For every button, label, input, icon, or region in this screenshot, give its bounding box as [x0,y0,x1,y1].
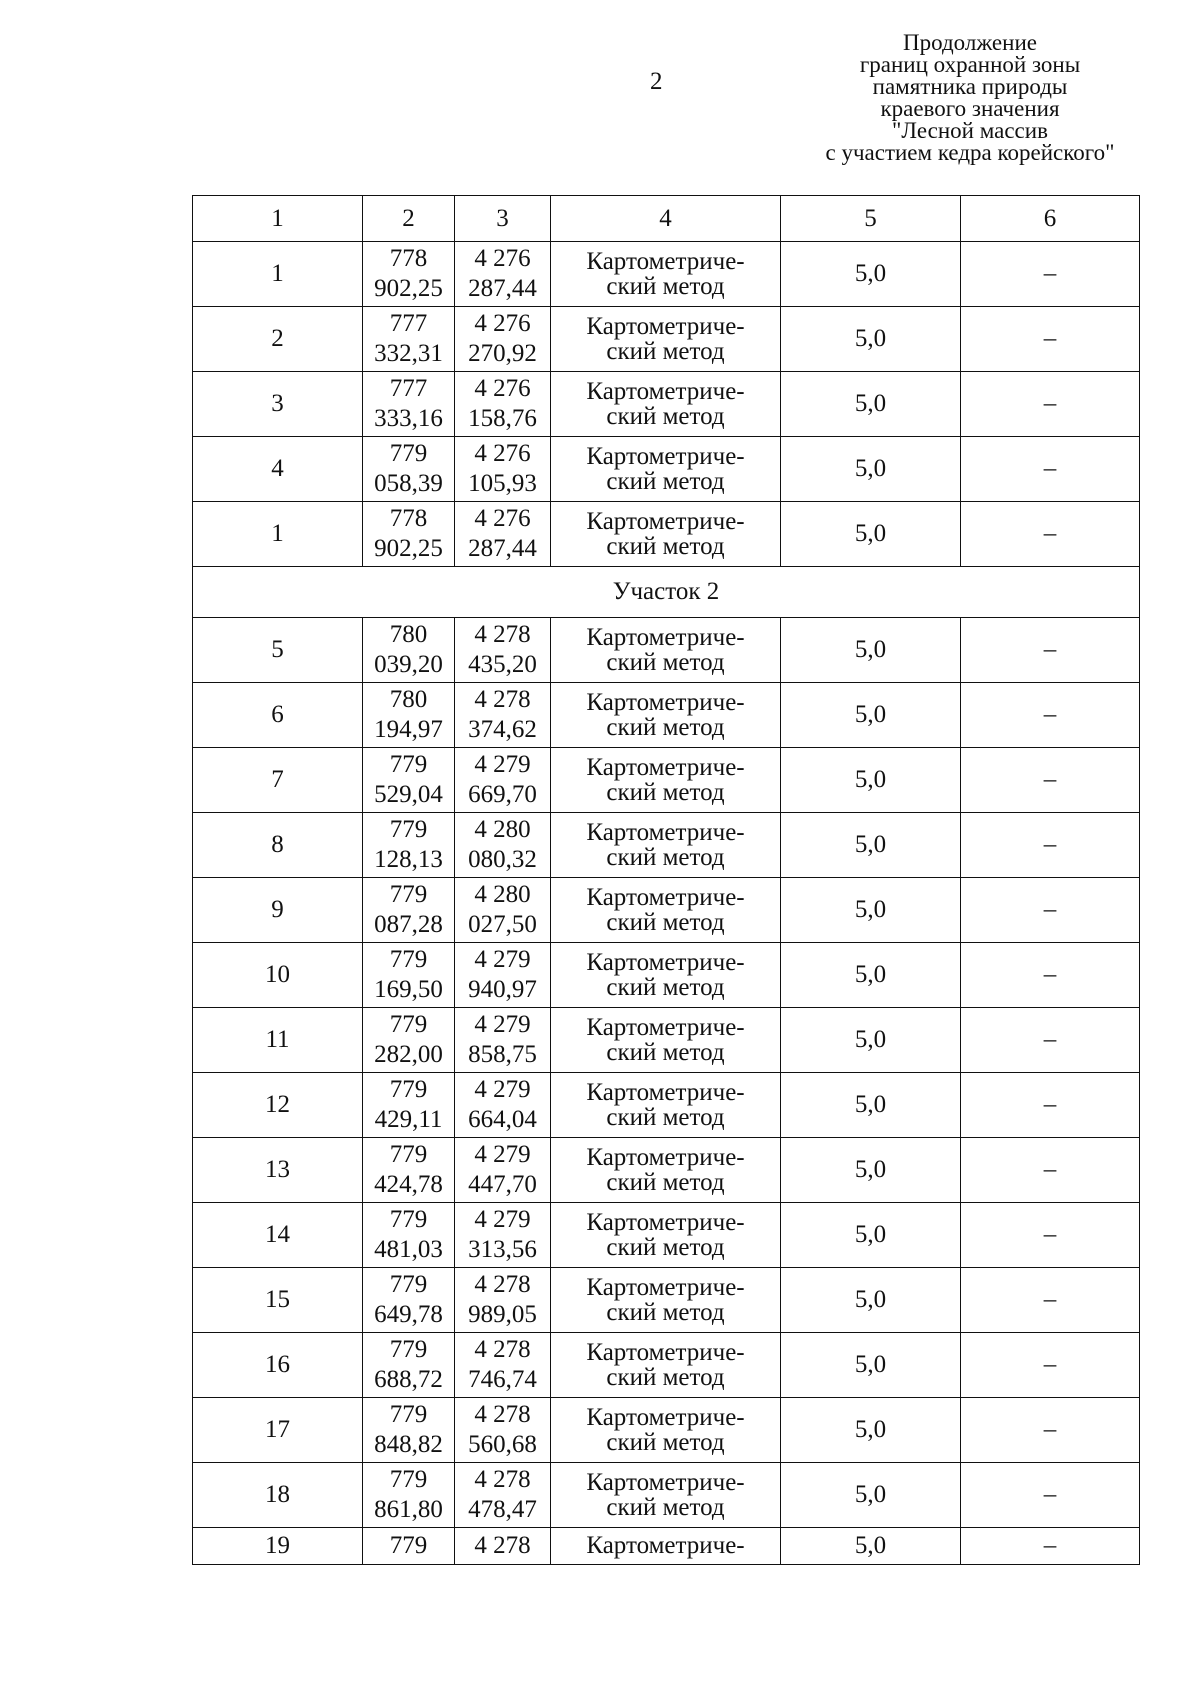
table-row [193,618,1140,683]
y-coordinate-part: 4 276 [474,440,531,467]
y-coordinate-part: 989,05 [468,1301,537,1328]
x-coordinate [363,748,455,813]
point-number: 12 [193,1073,363,1138]
heading-line: границ охранной зоны [859,52,1081,77]
x-coordinate-part: 481,03 [374,1236,443,1263]
table-row [193,372,1140,437]
note: – [961,683,1140,748]
table-row [193,683,1140,748]
note: – [961,618,1140,683]
y-coordinate [455,748,551,813]
method-line: ский метод [606,779,725,806]
method-line: Картометриче- [586,754,745,781]
x-coordinate-part: 128,13 [374,846,443,873]
y-coordinate-part: 4 279 [474,1141,531,1168]
method [551,1268,781,1333]
accuracy: 5,0 [781,502,961,567]
point-number: 11 [193,1008,363,1073]
x-coordinate-part: 778 [389,245,428,272]
method [551,307,781,372]
method-line: Картометриче- [586,1079,745,1106]
heading-line: краевого значения [880,96,1060,121]
accuracy: 5,0 [781,1268,961,1333]
method-line: Картометриче- [586,248,745,275]
point-number: 5 [193,618,363,683]
x-coordinate-part: 039,20 [374,651,443,678]
y-coordinate [455,437,551,502]
method-line: ский метод [606,468,725,495]
x-coordinate-part: 902,25 [374,275,443,302]
x-coordinate-part: 780 [389,686,428,713]
x-coordinate-part: 779 [389,1336,428,1363]
x-coordinate [363,1073,455,1138]
x-coordinate [363,1268,455,1333]
x-coordinate [363,943,455,1008]
x-coordinate-part: 779 [389,751,428,778]
y-coordinate [455,372,551,437]
method-line: ский метод [606,533,725,560]
method-line: Картометриче- [586,1404,745,1431]
method [551,618,781,683]
method-line: Картометриче- [586,1274,745,1301]
x-coordinate-part: 778 [389,505,428,532]
y-coordinate-part: 080,32 [468,846,537,873]
method-line: ский метод [606,338,725,365]
x-coordinate-part: 848,82 [374,1431,443,1458]
accuracy: 5,0 [781,307,961,372]
x-coordinate [363,242,455,307]
y-coordinate-part: 313,56 [468,1236,537,1263]
x-coordinate-part: 902,25 [374,535,443,562]
x-coordinate-part: 332,31 [374,340,443,367]
method-line: ский метод [606,1494,725,1521]
table-row [193,1073,1140,1138]
y-coordinate-part: 105,93 [468,470,537,497]
method-line: ский метод [606,649,725,676]
y-coordinate-part: 435,20 [468,651,537,678]
table-body [193,196,1140,1565]
table-row [193,1398,1140,1463]
method-line: Картометриче- [586,624,745,651]
section-row [193,567,1140,618]
accuracy: 5,0 [781,943,961,1008]
y-coordinate-part: 374,62 [468,716,537,743]
method [551,878,781,943]
x-coordinate [363,1333,455,1398]
x-coordinate-part: 529,04 [374,781,443,808]
point-number: 9 [193,878,363,943]
x-coordinate-part: 649,78 [374,1301,443,1328]
point-number: 8 [193,813,363,878]
method-line: Картометриче- [586,1209,745,1236]
note: – [961,1528,1140,1565]
y-coordinate-part: 4 280 [474,881,531,908]
x-coordinate [363,683,455,748]
y-coordinate [455,1333,551,1398]
table-row [193,1333,1140,1398]
point-number: 2 [193,307,363,372]
column-header: 1 [193,196,363,242]
note: – [961,307,1140,372]
y-coordinate [455,1073,551,1138]
column-header: 4 [551,196,781,242]
method-line: ский метод [606,1234,725,1261]
y-coordinate-part: 746,74 [468,1366,537,1393]
y-coordinate [455,502,551,567]
x-coordinate-part: 779 [389,1401,428,1428]
method-line: Картометриче- [586,378,745,405]
x-coordinate [363,307,455,372]
y-coordinate-part: 4 278 [474,1401,531,1428]
method-line: ский метод [606,844,725,871]
y-coordinate [455,1203,551,1268]
accuracy: 5,0 [781,1398,961,1463]
y-coordinate-part: 270,92 [468,340,537,367]
method: Картометриче- [551,1528,781,1565]
method-line: ский метод [606,1104,725,1131]
column-header: 6 [961,196,1140,242]
y-coordinate-part: 4 276 [474,310,531,337]
y-coordinate-part: 669,70 [468,781,537,808]
x-coordinate-part: 169,50 [374,976,443,1003]
x-coordinate [363,813,455,878]
y-coordinate [455,878,551,943]
accuracy: 5,0 [781,683,961,748]
method-line: Картометриче- [586,1014,745,1041]
note: – [961,1398,1140,1463]
method-line: Картометриче- [586,1339,745,1366]
x-coordinate-part: 429,11 [374,1106,443,1133]
y-coordinate-part: 447,70 [468,1171,537,1198]
y-coordinate-part: 4 276 [474,505,531,532]
x-coordinate [363,1008,455,1073]
point-number: 19 [193,1528,363,1565]
y-coordinate-part: 940,97 [468,976,537,1003]
method [551,683,781,748]
x-coordinate [363,1463,455,1528]
x-coordinate [363,618,455,683]
x-coordinate-part: 058,39 [374,470,443,497]
note: – [961,943,1140,1008]
method [551,502,781,567]
method [551,1138,781,1203]
x-coordinate-part: 779 [389,816,428,843]
table-header-row [193,196,1140,242]
point-number: 17 [193,1398,363,1463]
y-coordinate [455,943,551,1008]
y-coordinate [455,1008,551,1073]
y-coordinate-part: 4 278 [474,1336,531,1363]
method-line: ский метод [606,403,725,430]
method-line: Картометриче- [586,1144,745,1171]
accuracy: 5,0 [781,242,961,307]
heading-line: с участием кедра корейского" [825,140,1115,165]
x-coordinate-part: 779 [389,1466,428,1493]
y-coordinate [455,1138,551,1203]
accuracy: 5,0 [781,1528,961,1565]
note: – [961,437,1140,502]
point-number: 13 [193,1138,363,1203]
accuracy: 5,0 [781,1138,961,1203]
y-coordinate-part: 4 279 [474,1206,531,1233]
x-coordinate [363,1203,455,1268]
x-coordinate-part: 779 [389,1076,428,1103]
table-row [193,437,1140,502]
point-number: 1 [193,502,363,567]
method [551,1008,781,1073]
note: – [961,1073,1140,1138]
note: – [961,502,1140,567]
accuracy: 5,0 [781,748,961,813]
y-coordinate-part: 4 276 [474,375,531,402]
table-row [193,502,1140,567]
y-coordinate [455,813,551,878]
x-coordinate-part: 777 [389,310,428,337]
accuracy: 5,0 [781,1333,961,1398]
note: – [961,1203,1140,1268]
y-coordinate [455,242,551,307]
note: – [961,1333,1140,1398]
x-coordinate-part: 282,00 [374,1041,443,1068]
y-coordinate [455,307,551,372]
method [551,1073,781,1138]
y-coordinate-part: 4 280 [474,816,531,843]
x-coordinate-part: 333,16 [374,405,443,432]
y-coordinate-part: 027,50 [468,911,537,938]
method-line: ский метод [606,909,725,936]
method [551,372,781,437]
y-coordinate-part: 287,44 [468,275,537,302]
column-header: 3 [455,196,551,242]
point-number: 15 [193,1268,363,1333]
method-line: Картометриче- [586,689,745,716]
note: – [961,878,1140,943]
table-row [193,1268,1140,1333]
y-coordinate-part: 4 279 [474,946,531,973]
method-line: ский метод [606,1169,725,1196]
x-coordinate-part: 779 [389,1271,428,1298]
method [551,242,781,307]
method [551,437,781,502]
y-coordinate [455,1268,551,1333]
x-coordinate-part: 779 [389,1206,428,1233]
table-row [193,748,1140,813]
method-line: Картометриче- [586,949,745,976]
method-line: Картометриче- [586,1469,745,1496]
accuracy: 5,0 [781,878,961,943]
accuracy: 5,0 [781,1008,961,1073]
x-coordinate-part: 087,28 [374,911,443,938]
table-row [193,813,1140,878]
table-row [193,242,1140,307]
table-row [193,307,1140,372]
y-coordinate [455,1398,551,1463]
y-coordinate-part: 858,75 [468,1041,537,1068]
heading-line: памятника природы [872,74,1068,99]
y-coordinate-part: 4 279 [474,1011,531,1038]
method-line: ский метод [606,1429,725,1456]
x-coordinate-part: 194,97 [374,716,443,743]
heading-line: Продолжение [903,30,1037,55]
x-coordinate-part: 779 [389,1141,428,1168]
y-coordinate-part: 4 279 [474,1076,531,1103]
accuracy: 5,0 [781,813,961,878]
x-coordinate-part: 779 [389,946,428,973]
x-coordinate [363,502,455,567]
point-number: 10 [193,943,363,1008]
method-line: ский метод [606,1039,725,1066]
table-row [193,1203,1140,1268]
x-coordinate [363,372,455,437]
x-coordinate [363,1398,455,1463]
method-line: Картометриче- [586,884,745,911]
y-coordinate-part: 478,47 [468,1496,537,1523]
note: – [961,813,1140,878]
continuation-heading [810,32,1130,164]
point-number: 1 [193,242,363,307]
table-row [193,1138,1140,1203]
method-line: ский метод [606,1364,725,1391]
y-coordinate-part: 4 278 [474,1271,531,1298]
accuracy: 5,0 [781,437,961,502]
page-number: 2 [650,68,663,95]
x-coordinate-part: 688,72 [374,1366,443,1393]
x-coordinate-part: 424,78 [374,1171,443,1198]
note: – [961,372,1140,437]
accuracy: 5,0 [781,372,961,437]
y-coordinate [455,1463,551,1528]
x-coordinate [363,437,455,502]
y-coordinate-part: 4 278 [474,686,531,713]
accuracy: 5,0 [781,618,961,683]
method-line: ский метод [606,1299,725,1326]
method [551,1203,781,1268]
method [551,1333,781,1398]
note: – [961,242,1140,307]
point-number: 7 [193,748,363,813]
method [551,748,781,813]
point-number: 3 [193,372,363,437]
method-line: Картометриче- [586,508,745,535]
method-line: Картометриче- [586,443,745,470]
y-coordinate-part: 4 276 [474,245,531,272]
method [551,943,781,1008]
x-coordinate-part: 861,80 [374,1496,443,1523]
y-coordinate-part: 664,04 [468,1106,537,1133]
method-line: Картометриче- [586,313,745,340]
method [551,1398,781,1463]
accuracy: 5,0 [781,1073,961,1138]
x-coordinate-part: 779 [389,881,428,908]
x-coordinate-part: 779 [389,440,428,467]
point-number: 14 [193,1203,363,1268]
method-line: ский метод [606,974,725,1001]
column-header: 2 [363,196,455,242]
note: – [961,1463,1140,1528]
note: – [961,748,1140,813]
method-line: ский метод [606,714,725,741]
table-row [193,878,1140,943]
y-coordinate [455,683,551,748]
coordinates-table [192,195,1140,1565]
table-row [193,1463,1140,1528]
y-coordinate [455,618,551,683]
accuracy: 5,0 [781,1463,961,1528]
method-line: ский метод [606,273,725,300]
note: – [961,1138,1140,1203]
heading-line: "Лесной массив [892,118,1048,143]
y-coordinate-part: 158,76 [468,405,537,432]
x-coordinate-part: 779 [389,1011,428,1038]
y-coordinate-part: 287,44 [468,535,537,562]
column-header: 5 [781,196,961,242]
x-coordinate [363,878,455,943]
x-coordinate-part: 780 [389,621,428,648]
note: – [961,1008,1140,1073]
x-coordinate [363,1138,455,1203]
y-coordinate-part: 4 278 [474,1466,531,1493]
section-label: Участок 2 [193,567,1140,618]
y-coordinate-part: 560,68 [468,1431,537,1458]
method-line: Картометриче- [586,819,745,846]
y-coordinate-part: 4 279 [474,751,531,778]
x-coordinate: 779 [363,1528,455,1565]
y-coordinate: 4 278 [455,1528,551,1565]
point-number: 4 [193,437,363,502]
point-number: 6 [193,683,363,748]
table-row [193,1008,1140,1073]
accuracy: 5,0 [781,1203,961,1268]
point-number: 16 [193,1333,363,1398]
method [551,813,781,878]
note: – [961,1268,1140,1333]
x-coordinate-part: 777 [389,375,428,402]
method [551,1463,781,1528]
table-row [193,1528,1140,1565]
y-coordinate-part: 4 278 [474,621,531,648]
table-row [193,943,1140,1008]
point-number: 18 [193,1463,363,1528]
